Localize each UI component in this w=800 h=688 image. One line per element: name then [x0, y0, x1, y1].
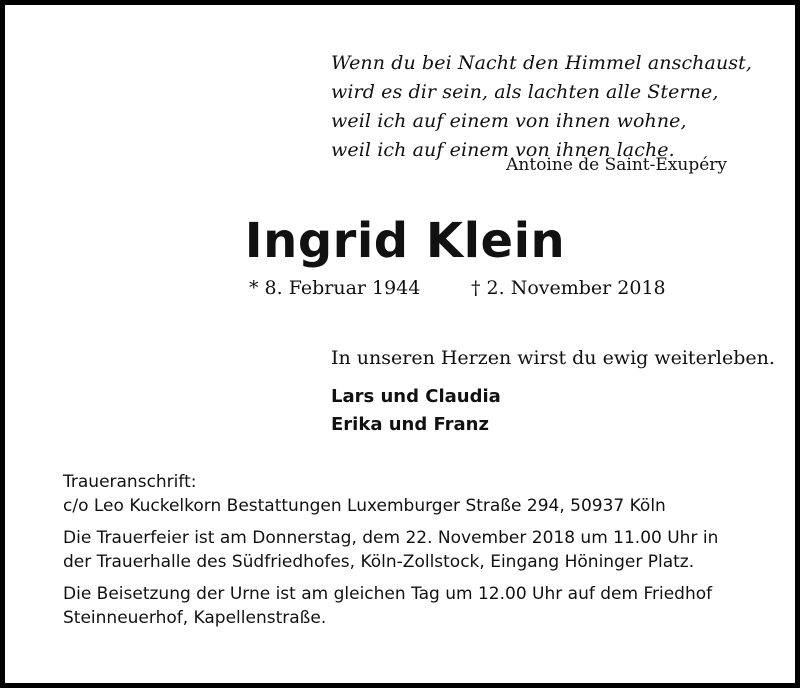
death-date: † 2. November 2018: [471, 277, 666, 299]
quote-line: wird es dir sein, als lachten alle Sterne,: [331, 81, 719, 103]
address-line: c/o Leo Kuckelkorn Bestattungen Luxemburger Straße 294, 50937 Köln: [63, 496, 666, 516]
funeral-information: [63, 470, 763, 638]
quote-line: Wenn du bei Nacht den Himmel anschaust,: [331, 52, 753, 74]
ceremony-line: Die Trauerfeier ist am Donnerstag, dem 22. November 2018 um 11.00 Uhr in: [63, 528, 719, 548]
burial-details: [63, 582, 763, 630]
quote-line: weil ich auf einem von ihnen lache.: [331, 139, 675, 161]
deceased-name: Ingrid Klein: [244, 213, 566, 269]
mourner-name: Erika und Franz: [331, 414, 489, 435]
ceremony-line: der Trauerhalle des Südfriedhofes, Köln-Zollstock, Eingang Höninger Platz.: [63, 552, 695, 572]
quote-line: weil ich auf einem von ihnen wohne,: [331, 110, 687, 132]
burial-line: Steinneuerhof, Kapellenstraße.: [63, 608, 327, 628]
memorial-motto: In unseren Herzen wirst du ewig weiterleben.: [331, 347, 775, 369]
poem-quote: [331, 49, 751, 165]
burial-line: Die Beisetzung der Urne ist am gleichen Tag um 12.00 Uhr auf dem Friedhof: [63, 584, 713, 604]
address-label: Traueranschrift:: [63, 472, 197, 492]
mourner-name: Lars und Claudia: [331, 386, 501, 407]
ceremony-details: [63, 526, 763, 574]
mourning-address: [63, 470, 763, 518]
quote-author: Antoine de Saint-Exupéry: [506, 155, 727, 175]
birth-date: * 8. Februar 1944: [249, 277, 421, 299]
mourners-list: [331, 383, 501, 439]
